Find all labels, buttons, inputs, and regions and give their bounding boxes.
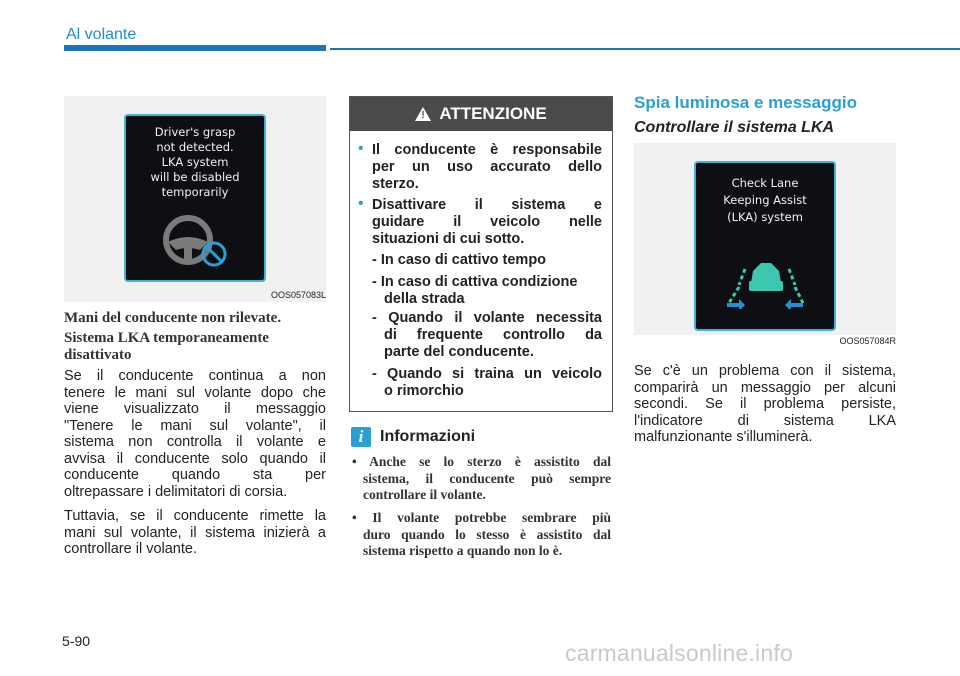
display-message: Check Lane Keeping Assist (LKA) system	[723, 176, 807, 224]
paragraph-hands-off: Se il conducente continua a non tenere le mani sul volante dopo che viene visualizzato il messaggio "Tenere le mani sul volante", il sistema non controlla il volante e avvisa il conducente solo quando il conducente quando sta per oltrepassare i delimitatori di corsia.	[64, 368, 326, 500]
paragraph-hands-back: Tuttavia, se il conducente rimette la mani sul volante, il sistema inizierà a controllare il volante.	[64, 508, 326, 557]
figure-code: OOS057084R	[839, 336, 896, 346]
info-item-override: • Anche se lo sterzo è assistito dal sistema, il conducente può sempre controllare il volante.	[352, 454, 611, 502]
figure-check-lka	[634, 143, 896, 335]
warning-header	[350, 97, 612, 131]
header-rule-thin	[330, 48, 960, 50]
cluster-display	[124, 114, 266, 282]
warning-subitem-road: - In caso di cattiva condizione della strada	[372, 274, 578, 307]
warning-item-responsibility: Il conducente è responsabile per un uso accurato dello sterzo.	[372, 142, 602, 192]
warning-item-disable: Disattivare il sistema e guidare il veicolo nelle situazioni di cui sotto.	[372, 197, 602, 247]
warning-subitem-steering: - Quando il volante necessita di frequente controllo da parte del conducente.	[372, 310, 602, 360]
warning-subitem-towing: - Quando si traina un veicolo o rimorchio	[372, 366, 602, 399]
heading-hands-not-detected: Mani del conducente non rilevate.	[64, 310, 282, 326]
heading-lka-disabled: Sistema LKA temporaneamente disattivato	[64, 330, 269, 363]
info-title: Informazioni	[380, 428, 476, 445]
warning-subitem-weather: - In caso di cattivo tempo	[372, 252, 547, 268]
lka-car-icon	[725, 259, 805, 309]
warning-box	[349, 96, 613, 412]
figure-code: OOS057083L	[270, 290, 326, 300]
bullet-icon: •	[358, 195, 364, 212]
warning-triangle-icon: !	[415, 107, 431, 121]
bullet-icon: •	[358, 140, 364, 157]
steering-wheel-icon	[156, 212, 236, 272]
right-subtitle: Controllare il sistema LKA	[634, 119, 835, 136]
display-message: Driver's grasp not detected. LKA system will be disabled temporarily	[150, 125, 240, 199]
header-rule-thick	[64, 45, 326, 51]
figure-grasp-warning	[64, 96, 326, 302]
warning-title: ATTENZIONE	[439, 104, 547, 123]
cluster-display	[694, 161, 836, 331]
paragraph-lka-problem: Se c'è un problema con il sistema, comparirà un messaggio per alcuni secondi. Se il problema persiste, l'indicatore di sistema LKA malfunzionante s'illuminerà.	[634, 363, 896, 445]
section-title: Al volante	[66, 26, 137, 43]
info-item-heavier: • Il volante potrebbe sembrare più duro quando lo stesso è assistito dal sistema rispetto a quando non lo è.	[352, 510, 611, 558]
info-icon: i	[351, 427, 371, 447]
right-title: Spia luminosa e messaggio	[634, 93, 857, 112]
watermark: carmanualsonline.info	[565, 640, 793, 666]
page-number: 5-90	[62, 633, 91, 649]
